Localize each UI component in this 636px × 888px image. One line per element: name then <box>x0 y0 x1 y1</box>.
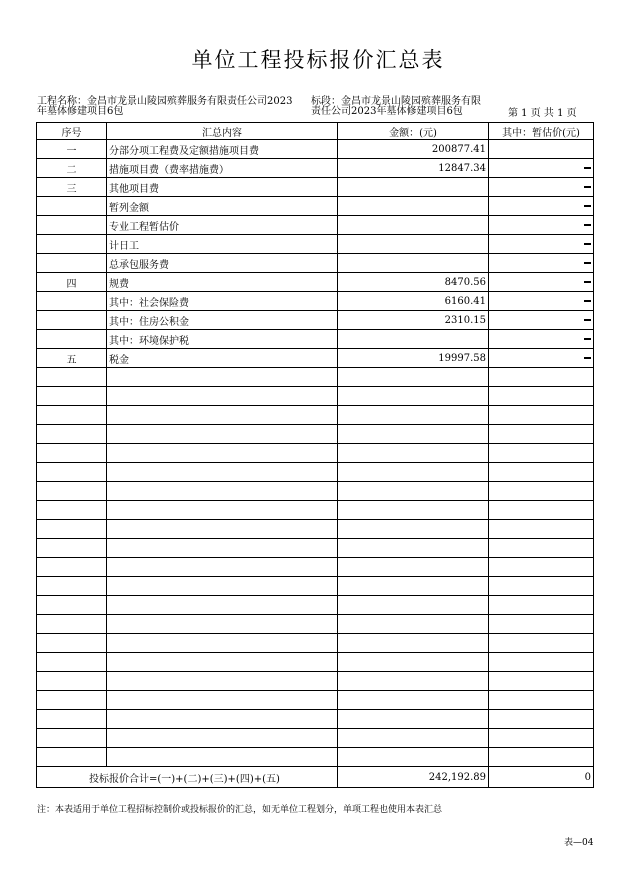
empty-row <box>37 672 594 691</box>
row-amount: 200877.41 <box>338 140 489 159</box>
row-content: 暂列金额 <box>107 197 338 216</box>
empty-cell <box>338 634 489 653</box>
row-content: 其中：社会保险费 <box>107 292 338 311</box>
row-amount: 19997.58 <box>338 349 489 368</box>
row-no: 二 <box>37 159 107 178</box>
row-provisional <box>489 292 594 311</box>
empty-cell <box>107 596 338 615</box>
summary-table <box>36 122 594 788</box>
empty-row <box>37 463 594 482</box>
row-content: 其他项目费 <box>107 178 338 197</box>
row-amount <box>338 235 489 254</box>
empty-cell <box>338 596 489 615</box>
empty-row <box>37 539 594 558</box>
table-row <box>37 330 594 349</box>
total-provisional: 0 <box>489 767 594 788</box>
empty-cell <box>489 634 594 653</box>
empty-cell <box>338 729 489 748</box>
empty-cell <box>338 463 489 482</box>
empty-cell <box>489 387 594 406</box>
row-provisional <box>489 349 594 368</box>
section-name <box>311 97 481 117</box>
total-row <box>37 767 594 788</box>
row-provisional <box>489 178 594 197</box>
page-title: 单位工程投标报价汇总表 <box>191 48 445 72</box>
empty-cell <box>489 577 594 596</box>
empty-row <box>37 615 594 634</box>
empty-cell <box>37 691 107 710</box>
row-no: 三 <box>37 178 107 197</box>
row-provisional <box>489 311 594 330</box>
row-no <box>37 235 107 254</box>
table-row <box>37 273 594 292</box>
row-amount <box>338 330 489 349</box>
table-row <box>37 159 594 178</box>
empty-cell <box>338 748 489 767</box>
table-row <box>37 311 594 330</box>
empty-cell <box>489 729 594 748</box>
empty-row <box>37 748 594 767</box>
empty-cell <box>489 482 594 501</box>
table-row <box>37 254 594 273</box>
row-amount: 12847.34 <box>338 159 489 178</box>
total-amount: 242,192.89 <box>338 767 489 788</box>
empty-cell <box>107 482 338 501</box>
empty-cell <box>338 653 489 672</box>
empty-cell <box>37 596 107 615</box>
empty-cell <box>489 425 594 444</box>
row-content: 税金 <box>107 349 338 368</box>
row-content: 计日工 <box>107 235 338 254</box>
empty-cell <box>107 748 338 767</box>
empty-row <box>37 425 594 444</box>
empty-cell <box>107 463 338 482</box>
table-row <box>37 178 594 197</box>
empty-cell <box>107 387 338 406</box>
dash-mark <box>584 205 591 207</box>
empty-cell <box>37 539 107 558</box>
empty-cell <box>338 672 489 691</box>
row-provisional <box>489 216 594 235</box>
page-info: 第 1 页 共 1 页 <box>508 108 577 119</box>
project-name-line2: 年墓体修建项目6包 <box>37 106 124 117</box>
empty-cell <box>338 539 489 558</box>
empty-cell <box>37 425 107 444</box>
empty-cell <box>338 482 489 501</box>
row-provisional <box>489 197 594 216</box>
empty-cell <box>107 539 338 558</box>
empty-cell <box>107 520 338 539</box>
empty-cell <box>489 596 594 615</box>
empty-cell <box>489 539 594 558</box>
row-amount <box>338 216 489 235</box>
empty-row <box>37 520 594 539</box>
section-name-line2: 责任公司2023年墓体修建项目6包 <box>311 106 463 117</box>
empty-cell <box>338 577 489 596</box>
empty-cell <box>107 558 338 577</box>
empty-cell <box>107 368 338 387</box>
empty-cell <box>338 368 489 387</box>
empty-cell <box>489 406 594 425</box>
empty-cell <box>338 615 489 634</box>
empty-cell <box>37 387 107 406</box>
empty-cell <box>338 406 489 425</box>
row-amount <box>338 197 489 216</box>
empty-cell <box>37 558 107 577</box>
empty-row <box>37 558 594 577</box>
row-provisional <box>489 140 594 159</box>
column-header-no: 序号 <box>37 123 107 140</box>
row-no <box>37 197 107 216</box>
row-no <box>37 311 107 330</box>
empty-cell <box>107 577 338 596</box>
dash-mark <box>584 186 591 188</box>
dash-mark <box>584 224 591 226</box>
form-number: 表—04 <box>564 838 594 848</box>
empty-cell <box>338 387 489 406</box>
empty-cell <box>489 691 594 710</box>
row-no: 四 <box>37 273 107 292</box>
project-name <box>37 97 292 117</box>
row-no <box>37 330 107 349</box>
empty-row <box>37 653 594 672</box>
empty-cell <box>489 463 594 482</box>
dash-mark <box>584 319 591 321</box>
empty-cell <box>338 501 489 520</box>
empty-row <box>37 482 594 501</box>
empty-cell <box>489 444 594 463</box>
empty-cell <box>107 672 338 691</box>
row-no <box>37 216 107 235</box>
empty-cell <box>37 672 107 691</box>
row-content: 专业工程暂估价 <box>107 216 338 235</box>
row-content: 其中：环境保护税 <box>107 330 338 349</box>
empty-cell <box>107 425 338 444</box>
empty-cell <box>338 710 489 729</box>
empty-cell <box>489 653 594 672</box>
dash-mark <box>584 281 591 283</box>
empty-cell <box>107 501 338 520</box>
row-amount: 6160.41 <box>338 292 489 311</box>
row-no: 五 <box>37 349 107 368</box>
row-no: 一 <box>37 140 107 159</box>
table-body <box>37 140 594 788</box>
empty-cell <box>37 520 107 539</box>
row-amount <box>338 178 489 197</box>
empty-cell <box>37 482 107 501</box>
empty-row <box>37 634 594 653</box>
empty-cell <box>107 634 338 653</box>
empty-cell <box>37 577 107 596</box>
row-content: 分部分项工程费及定额措施项目费 <box>107 140 338 159</box>
empty-cell <box>107 691 338 710</box>
row-amount <box>338 254 489 273</box>
empty-cell <box>338 444 489 463</box>
table-row <box>37 235 594 254</box>
empty-cell <box>37 501 107 520</box>
empty-cell <box>489 558 594 577</box>
row-provisional <box>489 254 594 273</box>
row-content: 其中：住房公积金 <box>107 311 338 330</box>
empty-cell <box>107 710 338 729</box>
empty-row <box>37 577 594 596</box>
table-row <box>37 349 594 368</box>
table-row <box>37 216 594 235</box>
empty-cell <box>489 615 594 634</box>
dash-mark <box>584 262 591 264</box>
row-amount: 2310.15 <box>338 311 489 330</box>
table-header-row <box>37 123 594 140</box>
empty-cell <box>489 672 594 691</box>
empty-cell <box>489 501 594 520</box>
empty-cell <box>37 748 107 767</box>
dash-mark <box>584 338 591 340</box>
empty-cell <box>107 444 338 463</box>
row-provisional <box>489 235 594 254</box>
row-content: 措施项目费（费率措施费） <box>107 159 338 178</box>
total-label: 投标报价合计=(一)+(二)+(三)+(四)+(五) <box>37 767 338 788</box>
dash-mark <box>584 357 591 359</box>
empty-cell <box>489 710 594 729</box>
empty-row <box>37 710 594 729</box>
row-provisional <box>489 273 594 292</box>
column-header-provisional: 其中：暂估价(元) <box>489 123 594 140</box>
row-content: 总承包服务费 <box>107 254 338 273</box>
empty-cell <box>107 653 338 672</box>
section-name-line1: 标段：金昌市龙景山陵园殡葬服务有限 <box>311 96 481 107</box>
row-content: 规费 <box>107 273 338 292</box>
empty-row <box>37 501 594 520</box>
row-provisional <box>489 159 594 178</box>
empty-cell <box>107 729 338 748</box>
empty-cell <box>107 406 338 425</box>
row-provisional <box>489 330 594 349</box>
column-header-amount: 金额：(元) <box>338 123 489 140</box>
table-row <box>37 197 594 216</box>
empty-cell <box>37 463 107 482</box>
empty-cell <box>37 368 107 387</box>
empty-row <box>37 691 594 710</box>
empty-cell <box>107 615 338 634</box>
empty-cell <box>338 558 489 577</box>
empty-cell <box>37 634 107 653</box>
column-header-content: 汇总内容 <box>107 123 338 140</box>
empty-cell <box>37 406 107 425</box>
row-no <box>37 254 107 273</box>
project-name-line1: 工程名称：金昌市龙景山陵园殡葬服务有限责任公司2023 <box>37 96 293 107</box>
empty-row <box>37 406 594 425</box>
dash-mark <box>584 243 591 245</box>
row-amount: 8470.56 <box>338 273 489 292</box>
empty-row <box>37 368 594 387</box>
table-row <box>37 292 594 311</box>
empty-row <box>37 444 594 463</box>
empty-row <box>37 729 594 748</box>
footnote: 注：本表适用于单位工程招标控制价或投标报价的汇总，如无单位工程划分，单项工程也使用本表汇总 <box>37 805 443 815</box>
empty-cell <box>37 653 107 672</box>
empty-cell <box>489 368 594 387</box>
table-row <box>37 140 594 159</box>
empty-cell <box>489 520 594 539</box>
empty-cell <box>338 691 489 710</box>
empty-row <box>37 387 594 406</box>
empty-cell <box>37 729 107 748</box>
empty-cell <box>37 615 107 634</box>
empty-row <box>37 596 594 615</box>
empty-cell <box>338 520 489 539</box>
dash-mark <box>584 167 591 169</box>
empty-cell <box>489 748 594 767</box>
dash-mark <box>584 300 591 302</box>
empty-cell <box>338 425 489 444</box>
empty-cell <box>37 444 107 463</box>
row-no <box>37 292 107 311</box>
empty-cell <box>37 710 107 729</box>
